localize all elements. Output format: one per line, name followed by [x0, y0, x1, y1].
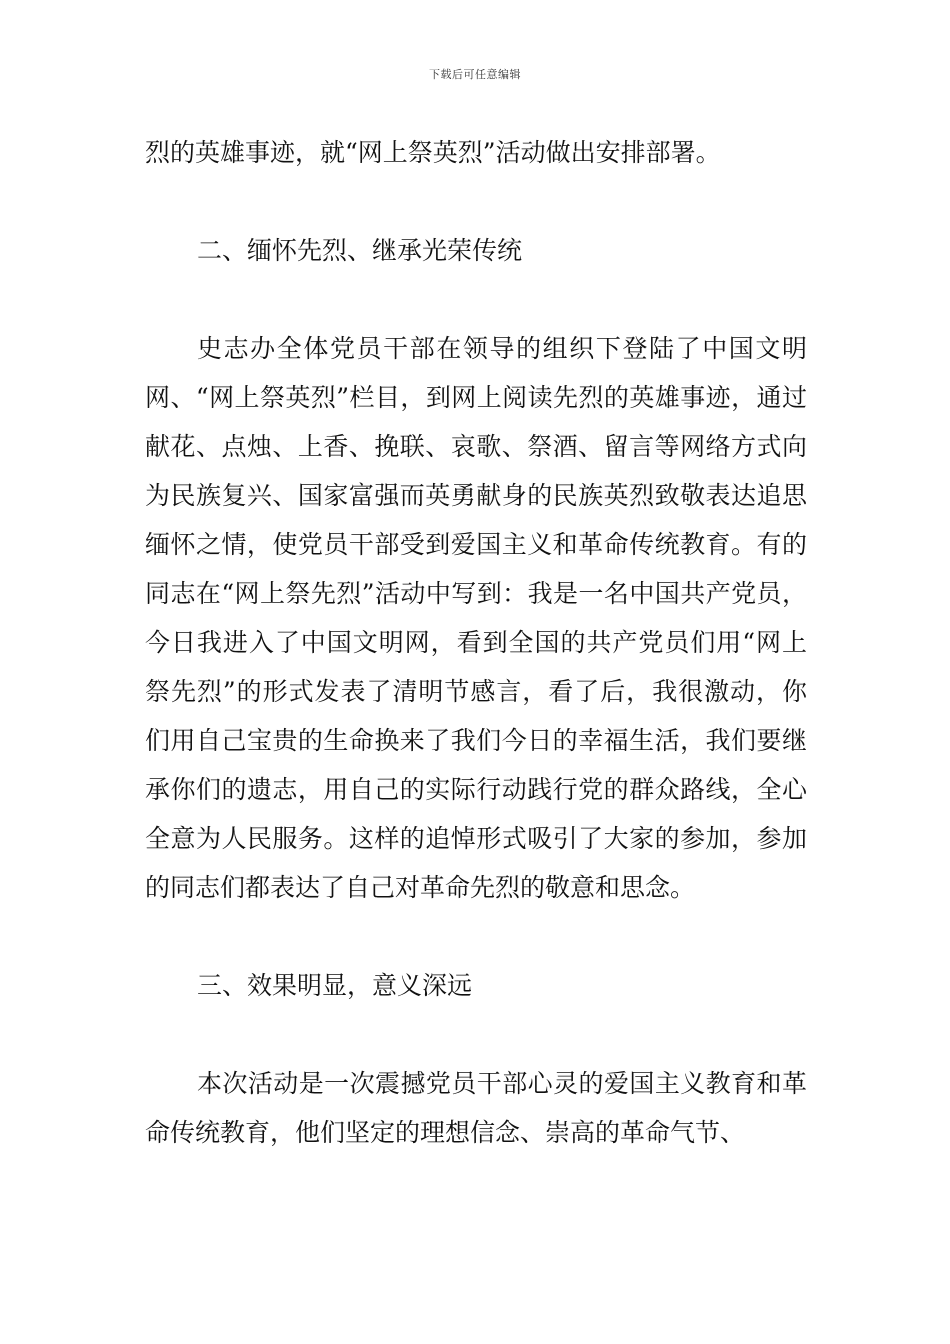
section-3-heading: 三、效果明显，意义深远 [197, 971, 473, 1000]
document-body [145, 128, 807, 1157]
section-3-paragraph: 本次活动是一次震撼党员干部心灵的爱国主义教育和革命传统教育，他们坚定的理想信念、崇高的革命气节、 [145, 1069, 807, 1147]
section-2-paragraph: 史志办全体党员干部在领导的组织下登陆了中国文明网、“网上祭英烈”栏目，到网上阅读先烈的英雄事迹，通过献花、点烛、上香、挽联、哀歌、祭酒、留言等网络方式向为民族复兴、国家富强而英勇献身的民族英烈致敬表达追思缅怀之情，使党员干部受到爱国主义和革命传统教育。有的同志在“网上祭先烈”活动中写到：我是一名中国共产党员，今日我进入了中国文明网，看到全国的共产党员们用“网上祭先烈”的形式发表了清明节感言，看了后，我很激动，你们用自己宝贵的生命换来了我们今日的幸福生活，我们要继承你们的遗志，用自己的实际行动践行党的群众路线，全心全意为人民服务。这样的追悼形式吸引了大家的参加，参加的同志们都表达了自己对革命先烈的敬意和思念。 [145, 334, 807, 902]
header-note: 下载后可任意编辑 [429, 68, 521, 81]
section-2-heading: 二、缅怀先烈、继承光荣传统 [197, 236, 523, 265]
lead-paragraph: 烈的英雄事迹，就“网上祭英烈”活动做出安排部署。 [145, 138, 721, 167]
